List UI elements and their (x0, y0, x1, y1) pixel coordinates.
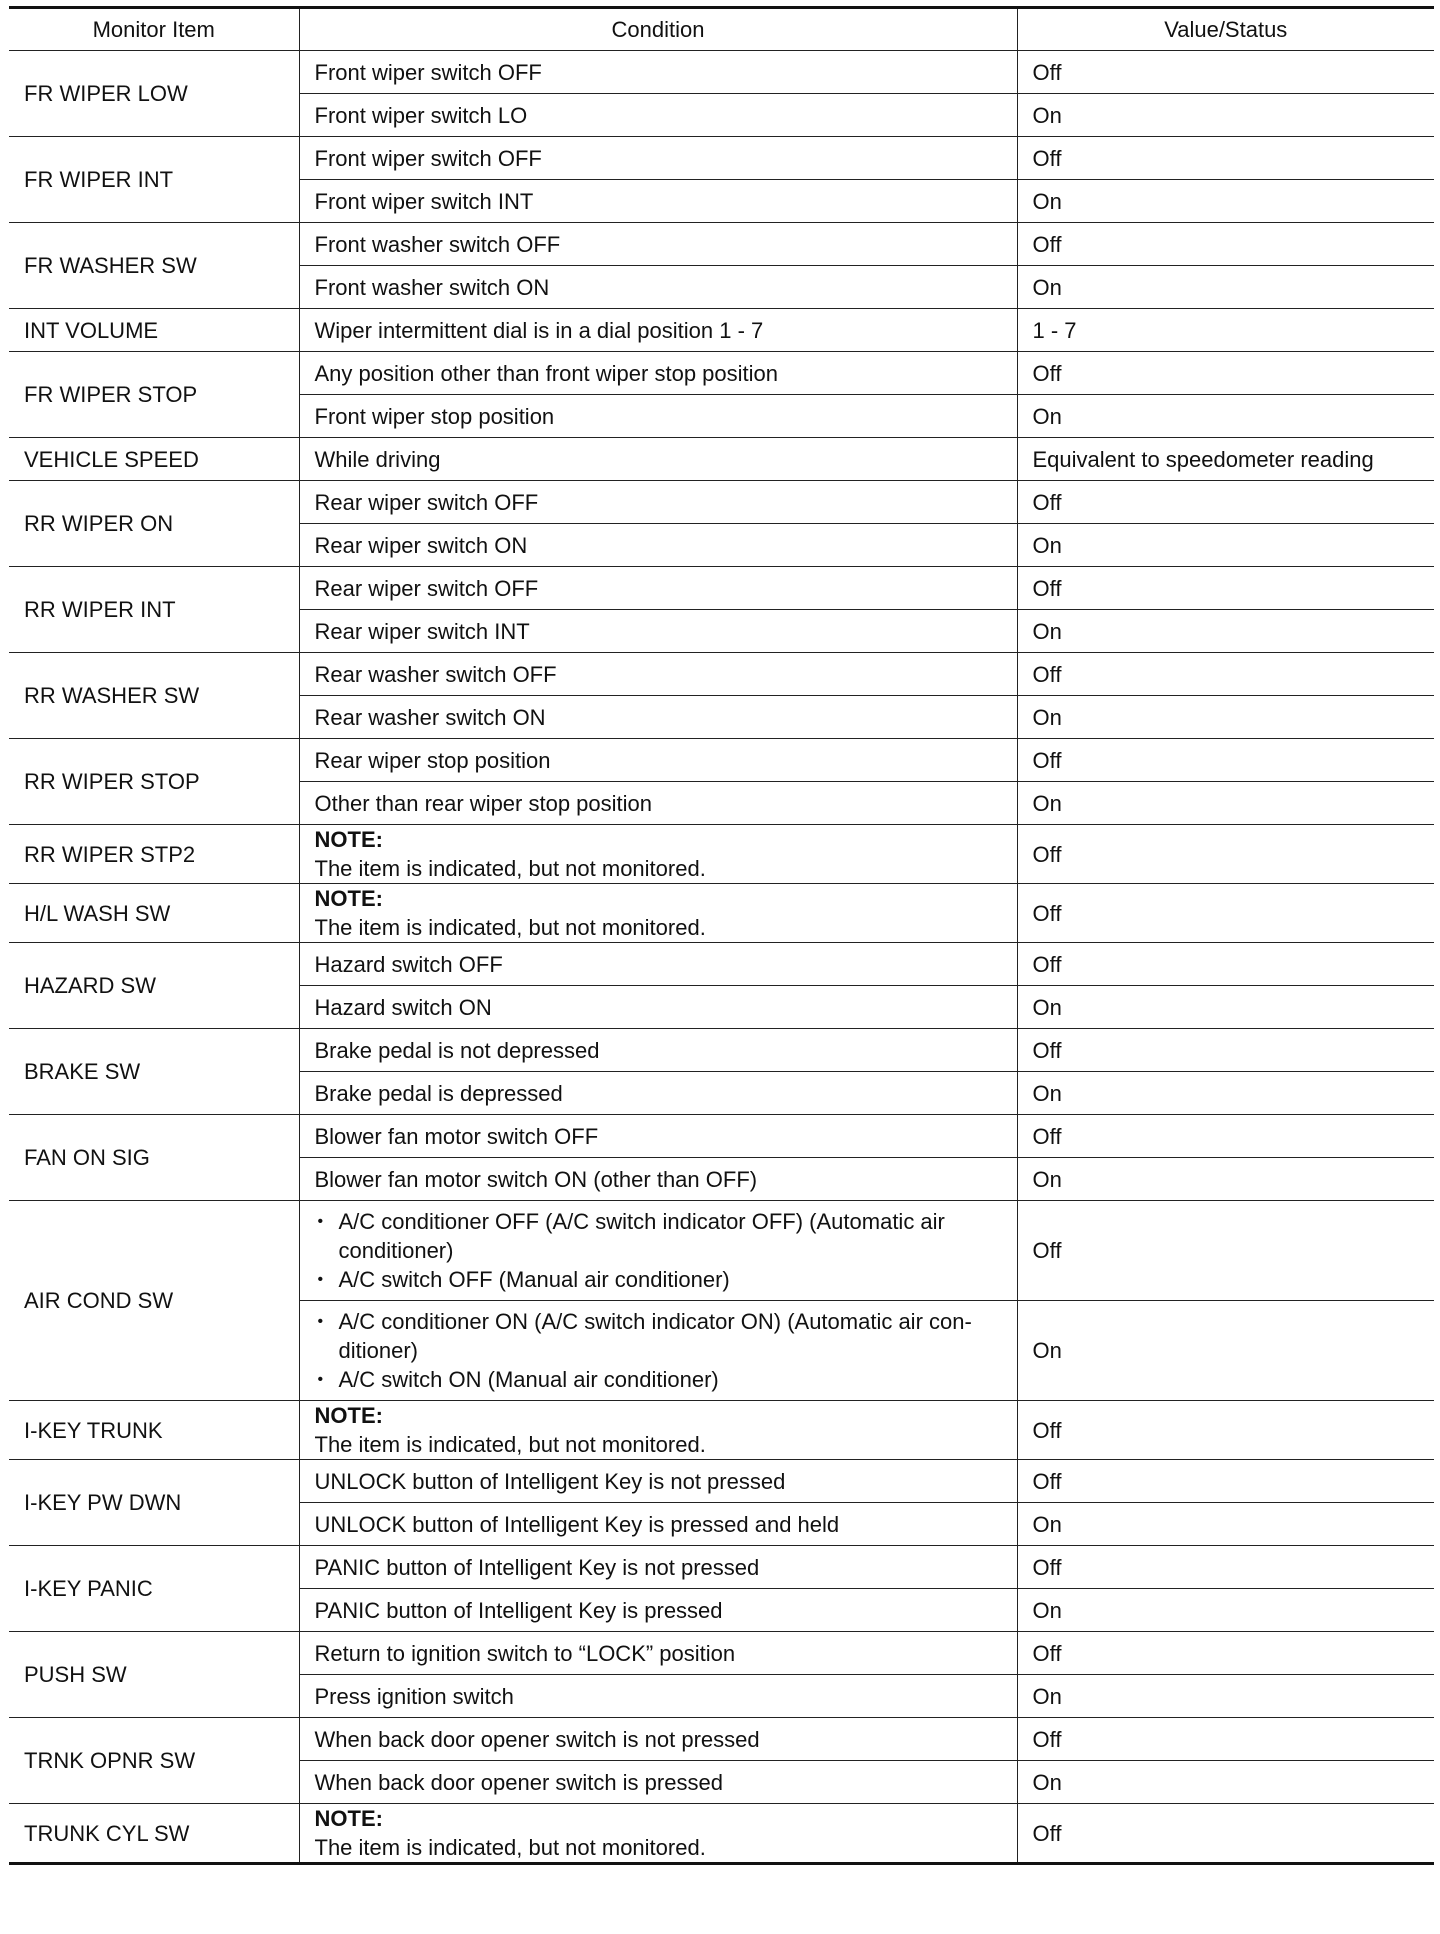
header-row (9, 8, 1434, 51)
monitor-item-cell: PUSH SW (9, 1632, 299, 1718)
condition-cell: Return to ignition switch to “LOCK” position (299, 1632, 1017, 1675)
condition-cell: When back door opener switch is pressed (299, 1761, 1017, 1804)
condition-cell: Front wiper switch OFF (299, 51, 1017, 94)
condition-cell: PANIC button of Intelligent Key is not pressed (299, 1546, 1017, 1589)
condition-bullet-list (315, 1301, 1002, 1400)
value-status-cell: On (1017, 1675, 1434, 1718)
table-row (9, 884, 1434, 943)
condition-cell: UNLOCK button of Intelligent Key is pressed and held (299, 1503, 1017, 1546)
condition-bullet-item: • A/C switch ON (Manual air conditioner) (315, 1365, 1002, 1394)
condition-cell (299, 1401, 1017, 1460)
value-status-cell: Off (1017, 1401, 1434, 1460)
value-status-cell: Off (1017, 884, 1434, 943)
monitor-item-cell: FR WIPER INT (9, 137, 299, 223)
condition-cell (299, 884, 1017, 943)
condition-bullet-item: • A/C conditioner OFF (A/C switch indicator OFF) (Automatic air conditioner) (315, 1207, 1002, 1265)
monitor-item-cell: HAZARD SW (9, 943, 299, 1029)
value-status-cell: On (1017, 524, 1434, 567)
condition-cell: Rear wiper switch OFF (299, 567, 1017, 610)
value-status-cell: On (1017, 782, 1434, 825)
condition-cell: Front wiper switch INT (299, 180, 1017, 223)
table-row (9, 567, 1434, 610)
table-row (9, 1029, 1434, 1072)
note-label: NOTE: (314, 1403, 383, 1428)
condition-bullet-item: • A/C switch OFF (Manual air conditioner) (315, 1265, 1002, 1294)
condition-cell: Brake pedal is depressed (299, 1072, 1017, 1115)
table-row (9, 137, 1434, 180)
monitor-item-document (9, 6, 1434, 1865)
column-header-monitor-item: Monitor Item (9, 8, 299, 51)
condition-cell: Front wiper switch LO (299, 94, 1017, 137)
condition-cell: Wiper intermittent dial is in a dial position 1 - 7 (299, 309, 1017, 352)
monitor-item-cell: BRAKE SW (9, 1029, 299, 1115)
value-status-cell: On (1017, 266, 1434, 309)
value-status-cell: Off (1017, 1115, 1434, 1158)
monitor-item-cell: INT VOLUME (9, 309, 299, 352)
monitor-item-cell: I-KEY PANIC (9, 1546, 299, 1632)
condition-cell: Other than rear wiper stop position (299, 782, 1017, 825)
value-status-cell: Off (1017, 1201, 1434, 1301)
monitor-item-cell: VEHICLE SPEED (9, 438, 299, 481)
table-row (9, 352, 1434, 395)
condition-cell: When back door opener switch is not pressed (299, 1718, 1017, 1761)
value-status-cell: Off (1017, 653, 1434, 696)
value-status-cell: Off (1017, 481, 1434, 524)
value-status-cell: Off (1017, 943, 1434, 986)
condition-bullet-item: • A/C conditioner ON (A/C switch indicator ON) (Automatic air con-ditioner) (315, 1307, 1002, 1365)
value-status-cell: On (1017, 180, 1434, 223)
value-status-cell: Off (1017, 137, 1434, 180)
condition-cell: Rear wiper stop position (299, 739, 1017, 782)
condition-cell (299, 1201, 1017, 1301)
value-status-cell: On (1017, 610, 1434, 653)
value-status-cell: Off (1017, 739, 1434, 782)
table-row (9, 1460, 1434, 1503)
value-status-cell: Off (1017, 1029, 1434, 1072)
table-row (9, 438, 1434, 481)
monitor-item-cell: RR WASHER SW (9, 653, 299, 739)
monitor-item-cell: FR WASHER SW (9, 223, 299, 309)
note-text: The item is indicated, but not monitored. (314, 1835, 706, 1860)
monitor-item-cell: TRUNK CYL SW (9, 1804, 299, 1864)
condition-cell: Rear wiper switch INT (299, 610, 1017, 653)
value-status-cell: Off (1017, 223, 1434, 266)
table-row (9, 825, 1434, 884)
value-status-cell: On (1017, 1301, 1434, 1401)
value-status-cell: On (1017, 1761, 1434, 1804)
value-status-cell: Off (1017, 352, 1434, 395)
value-status-cell: On (1017, 94, 1434, 137)
condition-cell: Rear wiper switch OFF (299, 481, 1017, 524)
condition-cell: Any position other than front wiper stop position (299, 352, 1017, 395)
condition-cell: Blower fan motor switch OFF (299, 1115, 1017, 1158)
table-row (9, 943, 1434, 986)
table-row (9, 1718, 1434, 1761)
condition-cell (299, 1804, 1017, 1864)
table-row (9, 51, 1434, 94)
condition-bullet-list (315, 1201, 1002, 1300)
table-row (9, 481, 1434, 524)
table-row (9, 1115, 1434, 1158)
table-row (9, 1201, 1434, 1301)
table-row (9, 1804, 1434, 1864)
condition-cell: Front wiper stop position (299, 395, 1017, 438)
value-status-cell: Off (1017, 1632, 1434, 1675)
condition-cell: Rear washer switch OFF (299, 653, 1017, 696)
monitor-item-cell: FR WIPER STOP (9, 352, 299, 438)
monitor-item-cell: RR WIPER INT (9, 567, 299, 653)
note-label: NOTE: (314, 1806, 383, 1831)
note-text: The item is indicated, but not monitored. (314, 856, 706, 881)
table-row (9, 653, 1434, 696)
table-body (9, 51, 1434, 1864)
monitor-item-cell: AIR COND SW (9, 1201, 299, 1401)
monitor-item-cell: H/L WASH SW (9, 884, 299, 943)
monitor-item-cell: RR WIPER STOP (9, 739, 299, 825)
condition-cell: Front washer switch ON (299, 266, 1017, 309)
value-status-cell: Off (1017, 825, 1434, 884)
column-header-condition: Condition (299, 8, 1017, 51)
value-status-cell: Off (1017, 567, 1434, 610)
value-status-cell: On (1017, 1158, 1434, 1201)
condition-cell: UNLOCK button of Intelligent Key is not pressed (299, 1460, 1017, 1503)
value-status-cell: Off (1017, 1718, 1434, 1761)
table-row (9, 223, 1434, 266)
monitor-item-cell: TRNK OPNR SW (9, 1718, 299, 1804)
condition-cell: Hazard switch ON (299, 986, 1017, 1029)
monitor-item-cell: FAN ON SIG (9, 1115, 299, 1201)
condition-cell: While driving (299, 438, 1017, 481)
value-status-cell: On (1017, 1589, 1434, 1632)
value-status-cell: On (1017, 395, 1434, 438)
monitor-item-cell: RR WIPER ON (9, 481, 299, 567)
condition-cell: Front washer switch OFF (299, 223, 1017, 266)
note-text: The item is indicated, but not monitored. (314, 1432, 706, 1457)
monitor-item-table (9, 6, 1434, 1865)
condition-cell: Rear washer switch ON (299, 696, 1017, 739)
monitor-item-cell: I-KEY TRUNK (9, 1401, 299, 1460)
condition-cell (299, 825, 1017, 884)
condition-cell: Hazard switch OFF (299, 943, 1017, 986)
value-status-cell: Off (1017, 51, 1434, 94)
monitor-item-cell: I-KEY PW DWN (9, 1460, 299, 1546)
condition-cell: Brake pedal is not depressed (299, 1029, 1017, 1072)
table-header (9, 8, 1434, 51)
value-status-cell: On (1017, 1072, 1434, 1115)
table-row (9, 1546, 1434, 1589)
table-row (9, 1401, 1434, 1460)
condition-cell: Blower fan motor switch ON (other than OFF) (299, 1158, 1017, 1201)
condition-cell: Front wiper switch OFF (299, 137, 1017, 180)
condition-cell: Press ignition switch (299, 1675, 1017, 1718)
table-row (9, 309, 1434, 352)
value-status-cell: On (1017, 696, 1434, 739)
condition-cell: PANIC button of Intelligent Key is pressed (299, 1589, 1017, 1632)
value-status-cell: Equivalent to speedometer reading (1017, 438, 1434, 481)
value-status-cell: On (1017, 1503, 1434, 1546)
monitor-item-cell: FR WIPER LOW (9, 51, 299, 137)
condition-cell: Rear wiper switch ON (299, 524, 1017, 567)
value-status-cell: 1 - 7 (1017, 309, 1434, 352)
note-text: The item is indicated, but not monitored. (314, 915, 706, 940)
condition-cell (299, 1301, 1017, 1401)
column-header-value-status: Value/Status (1017, 8, 1434, 51)
note-label: NOTE: (314, 827, 383, 852)
monitor-item-cell: RR WIPER STP2 (9, 825, 299, 884)
note-label: NOTE: (314, 886, 383, 911)
value-status-cell: On (1017, 986, 1434, 1029)
value-status-cell: Off (1017, 1546, 1434, 1589)
value-status-cell: Off (1017, 1460, 1434, 1503)
value-status-cell: Off (1017, 1804, 1434, 1864)
table-row (9, 739, 1434, 782)
table-row (9, 1632, 1434, 1675)
